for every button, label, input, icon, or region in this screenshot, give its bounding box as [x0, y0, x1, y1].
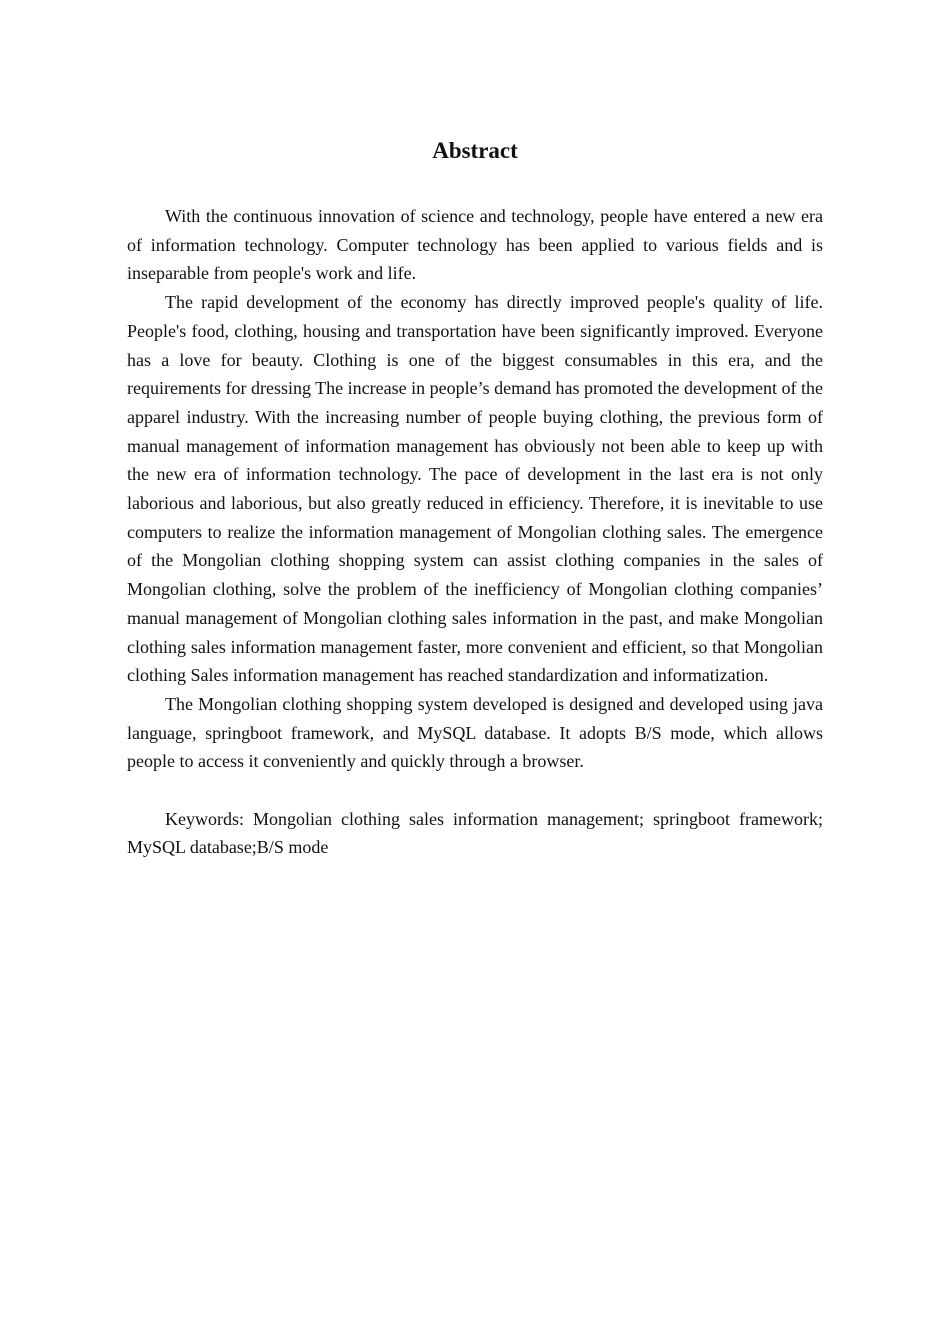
abstract-paragraph-1: With the continuous innovation of science and technology, people have entered a new era of information technology. Computer technology has been applied to various fields and is inseparable from people's work and life. — [127, 206, 823, 284]
abstract-paragraph-3: The Mongolian clothing shopping system developed is designed and developed using java language, springboot framework, and MySQL database. It adopts B/S mode, which allows people to access it conveniently and quickly through a browser. — [127, 693, 823, 772]
abstract-body — [127, 202, 823, 862]
keywords-line: Keywords: Mongolian clothing sales information management; springboot framework; MySQL database;B/S mode — [127, 808, 823, 858]
abstract-title: Abstract — [432, 138, 518, 163]
abstract-paragraph-2: The rapid development of the economy has directly improved people's quality of life. People's food, clothing, housing and transportation have been significantly improved. Everyone has a love for beauty. Clothing is one of the biggest consumables in this era, and the requirements for dressing The increase in people’s demand has promoted the development of the apparel industry. With the increasing number of people buying clothing, the previous form of manual management of information management has obviously not been able to keep up with the new era of information technology. The pace of development in the last era is not only laborious and laborious, but also greatly reduced in efficiency. Therefore, it is inevitable to use computers to realize the information management of Mongolian clothing sales. The emergence of the Mongolian clothing shopping system can assist clothing companies in the sales of Mongolian clothing, solve the problem of the inefficiency of Mongolian clothing companies’ manual management of Mongolian clothing sales information in the past, and make Mongolian clothing sales information management faster, more convenient and efficient, so that Mongolian clothing Sales information management has reached standardization and informatization. — [127, 292, 823, 686]
